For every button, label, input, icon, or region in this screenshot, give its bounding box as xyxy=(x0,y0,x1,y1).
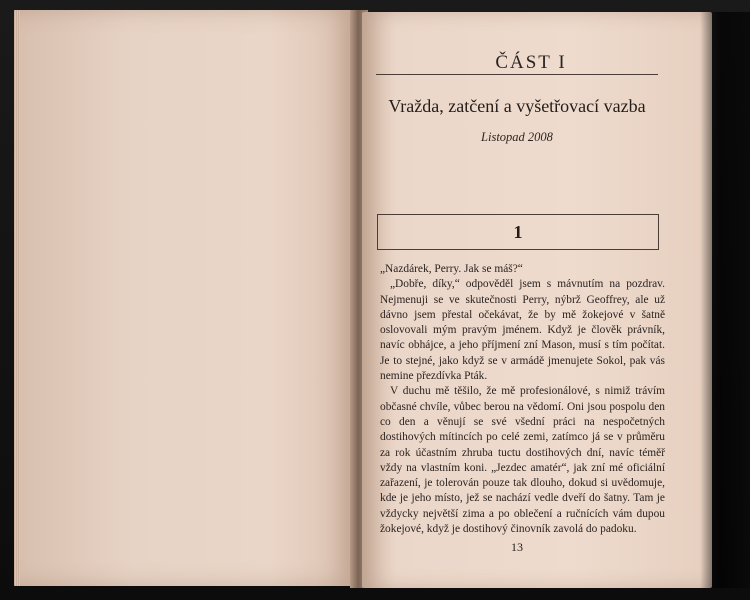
chapter-number: 1 xyxy=(513,221,523,242)
date-line: Listopad 2008 xyxy=(481,130,553,144)
chapter-title: Vražda, zatčení a vyšetřovací vazba xyxy=(388,96,646,116)
paragraph: „Dobře, díky,“ odpověděl jsem s mávnutím na pozdrav. Nejmenuji se ve skutečnosti Perry, nýbrž Geoffrey, ale už dávno jsem přestal očekávat, že by mě žokejové v šatně oslovovali mým pravým jménem. Když je člověk právník, navíc obhájce, a jeho příjmení zní Mason, musí s tím počítat. Je to stejné, jako když se v armádě jmenujete Sokol, pak vás nemine přezdívka Pták. xyxy=(380,278,665,383)
body-text xyxy=(380,262,665,537)
paragraph: V duchu mě těšilo, že mě profesionálové, s nimiž trávím občasné chvíle, vůbec berou na vědomí. Oni jsou pospolu den co den a věnují se své všední práci na nespočetných dostihových mítincích po celé zemi, zatímco já se v průměru za rok účastním zhruba tuctu dostihových dní, navíc téměř vždy na vlastním koni. „Jezdec amatér“, jak zní mé oficiální zařazení, je tolerován pouze tak dlouho, dokud si uvědomuje, kde je jeho místo, jež se nachází vedle dveří do šatny. Tam je vždycky největší zima a po oblečení a ručnících vám dupou žokejové, když je dostihový činovník zavolá do padoku. xyxy=(380,385,665,536)
page-number: 13 xyxy=(511,540,523,554)
part-heading: ČÁST I xyxy=(495,52,567,73)
left-page-blank xyxy=(14,10,354,586)
paragraph: „Nazdárek, Perry. Jak se máš?“ xyxy=(380,263,523,275)
chapter-number-box xyxy=(377,214,659,250)
heading-rule xyxy=(376,74,658,75)
right-page xyxy=(362,12,712,588)
edge-shadow xyxy=(700,12,750,588)
